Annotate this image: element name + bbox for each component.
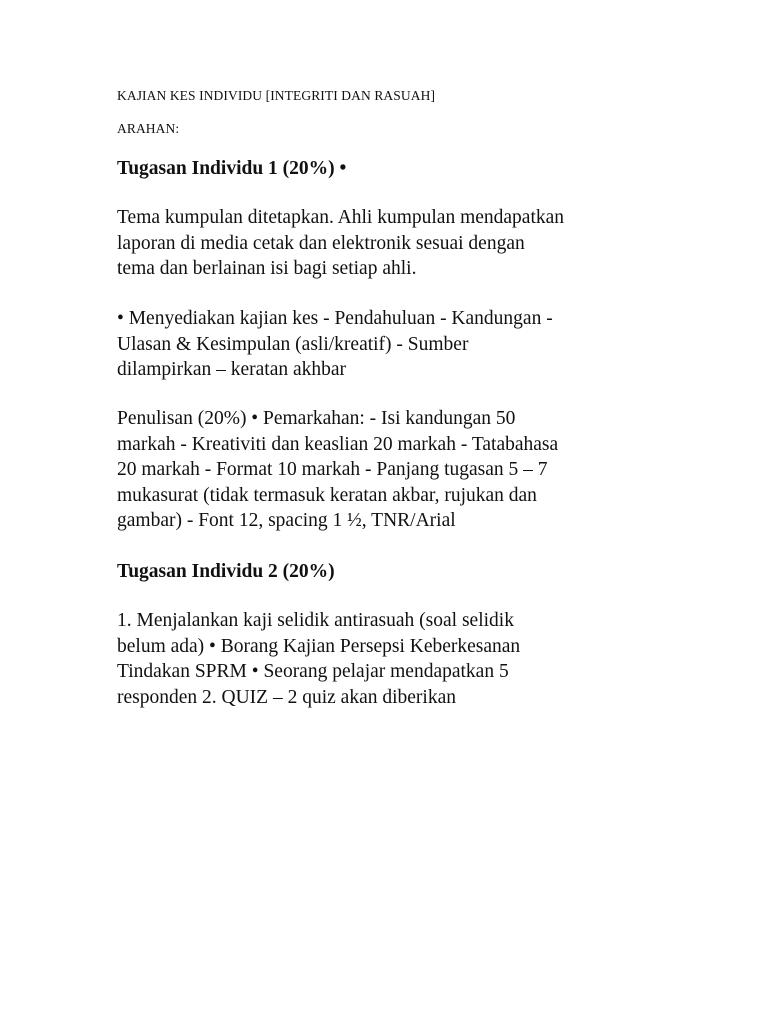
text-line: gambar) - Font 12, spacing 1 ½, TNR/Arial: [117, 510, 456, 531]
text-line: Ulasan & Kesimpulan (asli/kreatif) - Sumber: [117, 333, 469, 355]
text-line: responden 2. QUIZ – 2 quiz akan diberikan: [117, 686, 456, 708]
text-line: dilampirkan – keratan akhbar: [117, 359, 347, 380]
text-line: markah - Kreativiti dan keaslian 20 markah - Tatabahasa: [117, 433, 559, 455]
text-line: Penulisan (20%) • Pemarkahan: - Isi kandungan 50: [117, 408, 516, 429]
text-line: laporan di media cetak dan elektronik sesuai dengan: [117, 232, 525, 254]
text-line: • Menyediakan kajian kes - Pendahuluan - Kandungan -: [117, 308, 553, 329]
text-line: Tema kumpulan ditetapkan. Ahli kumpulan mendapatkan: [117, 207, 565, 228]
directions-label: ARAHAN:: [117, 121, 180, 136]
text-line: 1. Menjalankan kaji selidik antirasuah (soal selidik: [117, 610, 514, 631]
section-2-heading: Tugasan Individu 2 (20%): [117, 561, 335, 582]
document-title: KAJIAN KES INDIVIDU [INTEGRITI DAN RASUAH]: [117, 88, 436, 103]
text-line: belum ada) • Borang Kajian Persepsi Keberkesanan: [117, 635, 521, 657]
text-line: Tindakan SPRM • Seorang pelajar mendapatkan 5: [117, 661, 509, 682]
section-2-paragraph-1: [117, 608, 520, 710]
text-line: 20 markah - Format 10 markah - Panjang tugasan 5 – 7: [117, 459, 548, 480]
section-1-heading: Tugasan Individu 1 (20%) •: [117, 158, 347, 179]
text-line: mukasurat (tidak termasuk keratan akbar, rujukan dan: [117, 484, 537, 506]
section-1-paragraph-3: [117, 406, 558, 534]
section-1-paragraph-2: [117, 306, 553, 383]
text-line: tema dan berlainan isi bagi setiap ahli.: [117, 258, 417, 279]
section-1-paragraph-1: [117, 205, 564, 282]
